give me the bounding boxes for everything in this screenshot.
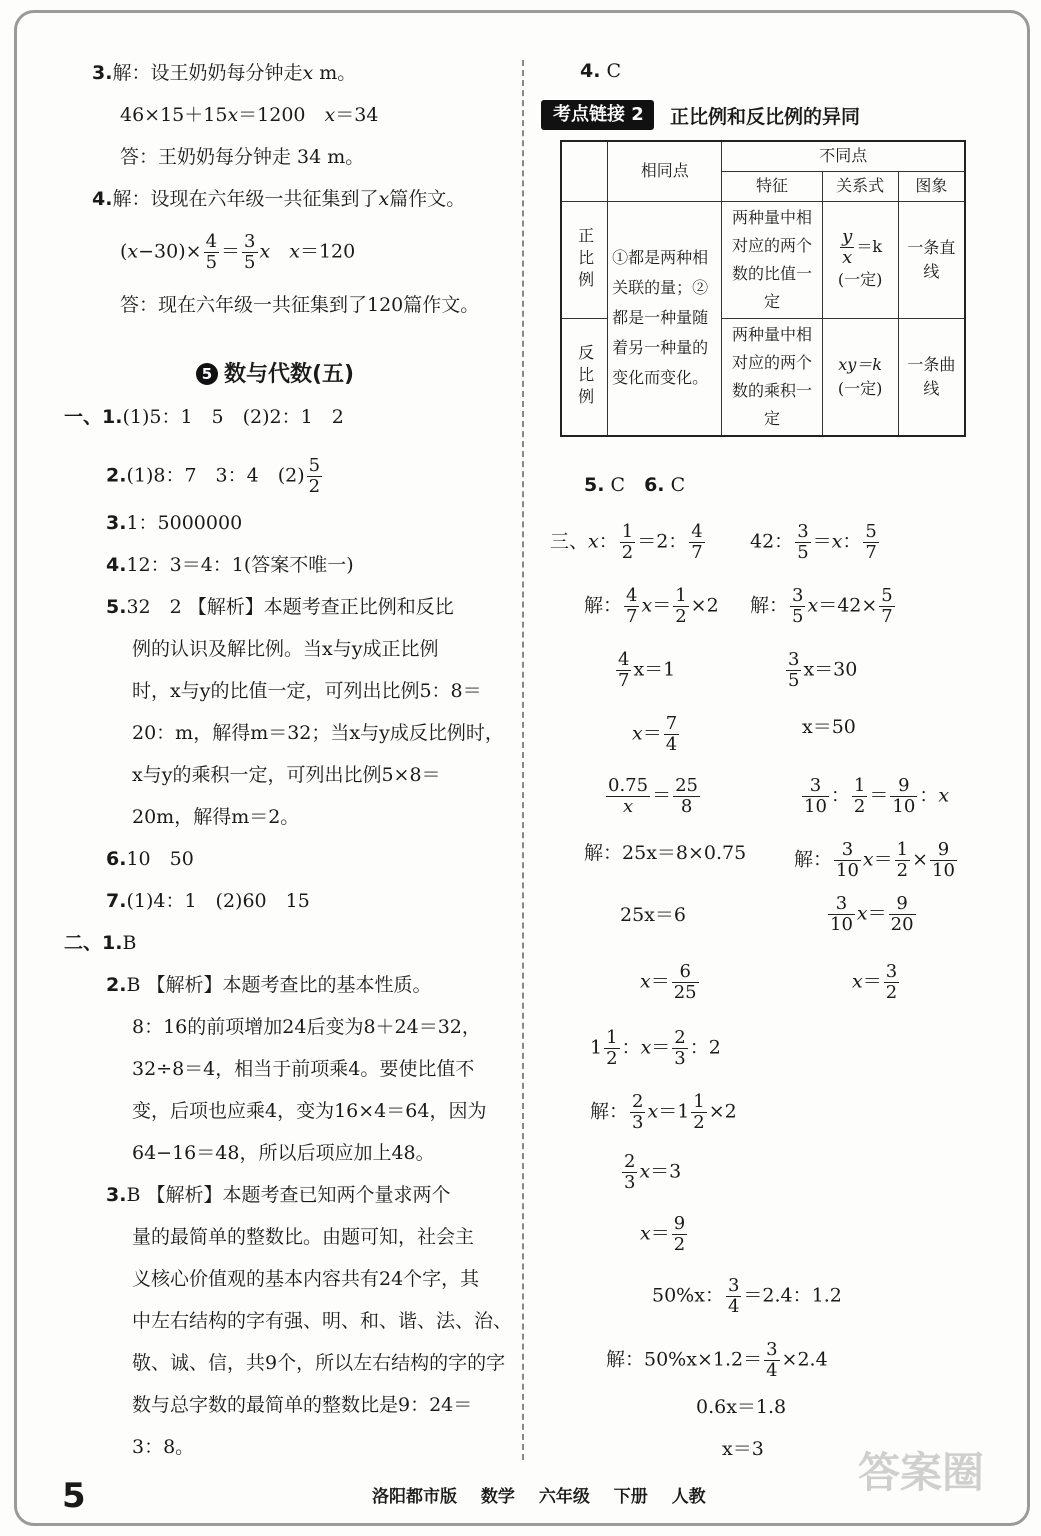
s2-item2-line1: 2.B 【解析】本题考查比的基本性质。: [106, 974, 432, 996]
eq3-solution: x＝ $\frac{6}{25}$: [640, 961, 697, 1003]
s1-item4: 4.12：3＝4：1(答案不唯一): [106, 554, 354, 576]
eq5-step2: $\frac{2}{3}$ x＝3: [624, 1151, 682, 1193]
eq5-step1: 解： $\frac{2}{3}$ x＝1 $\frac{1}{2}$ ×2: [590, 1091, 737, 1133]
s1-item7: 7.(1)4：1 (2)60 15: [106, 890, 310, 912]
s1-item5-line6: 20m，解得m＝2。: [132, 806, 300, 828]
eq4-step2: $\frac{3}{10}$ x＝ $\frac{9}{20}$: [830, 893, 914, 935]
s2-item2-line3: 32÷8＝4，相当于前项乘4。要使比值不: [132, 1058, 475, 1080]
eq4-step1: 解： $\frac{3}{10}$ x＝ $\frac{1}{2}$ × $\frac{9}{10}$: [794, 839, 955, 881]
direct-graph: 一条直线: [898, 201, 965, 318]
comparison-table: [560, 140, 966, 437]
eq3-step2: 25x＝6: [620, 904, 686, 926]
eq2-solution: x＝50: [802, 716, 856, 738]
footer-text: 洛阳都市版 数学 六年级 下册 人教: [372, 1487, 706, 1507]
eq6-step2: 0.6x＝1.8: [696, 1396, 787, 1418]
section-title: 5 数与代数(五): [196, 357, 354, 388]
eq6-step1: 解：50%x×1.2＝ $\frac{3}{4}$ ×2.4: [606, 1339, 828, 1381]
eq1-step2: $\frac{4}{7}$ x＝1: [618, 649, 676, 691]
s1-item5-line5: x与y的乘积一定，可列出比例5×8＝: [132, 764, 441, 786]
s1-item5-line2: 例的认识及解比例。当x与y成正比例: [132, 638, 439, 660]
table-corner: [561, 141, 608, 201]
row-inverse-name: 反比例: [561, 318, 608, 436]
eq3-problem: $\frac{0.75}{x}$ ＝ $\frac{25}{8}$: [608, 775, 698, 817]
r-q4: 4. C: [580, 60, 622, 82]
q4-answer: 答：现在六年级一共征集到了120篇作文。: [120, 294, 480, 316]
s1-item6: 6.10 50: [106, 848, 194, 870]
s1-item5-line3: 时，x与y的比值一定，可列出比例5：8＝: [132, 680, 482, 702]
s1-item2: 2.(1)8：7 3：4 (2) $\frac{5}{2}$: [106, 455, 321, 497]
s2-item2-line5: 64−16＝48，所以后项应加上48。: [132, 1142, 435, 1164]
s1-item3: 3.1：5000000: [106, 512, 243, 534]
r-q5-q6: 5. C 6. C: [584, 474, 686, 496]
eq1-problem: 三、x： $\frac{1}{2}$ ＝2： $\frac{4}{7}$: [550, 521, 703, 563]
q3-answer: 答：王奶奶每分钟走 34 m。: [120, 146, 365, 168]
header-relation: 关系式: [822, 171, 898, 201]
eq2-step1: 解： $\frac{3}{5}$ x＝42× $\frac{5}{7}$: [750, 585, 893, 627]
s2-item3-line6: 数与总字数的最简单的整数比是9：24＝: [132, 1394, 473, 1416]
header-same: 相同点: [608, 141, 722, 201]
inverse-graph: 一条曲线: [898, 318, 965, 436]
section-badge: 5: [196, 363, 218, 385]
header-feature: 特征: [722, 171, 822, 201]
q3-equation: 46×15＋15x＝1200 x＝34: [120, 104, 379, 126]
q4-setup: 4.解：设现在六年级一共征集到了x篇作文。: [92, 188, 466, 210]
s1-item1: 一、1.(1)5：1 5 (2)2：1 2: [64, 406, 344, 428]
s2-item3-line4: 中左右结构的字有强、明、和、谐、法、治、: [132, 1310, 513, 1332]
eq6-solution: x＝3: [722, 1438, 764, 1460]
eq2-step2: $\frac{3}{5}$ x＝30: [788, 649, 858, 691]
eq2-problem: 42： $\frac{3}{5}$ ＝x： $\frac{5}{7}$: [750, 521, 877, 563]
kaodian-title: 正比例和反比例的异同: [670, 106, 861, 128]
eq5-solution: x＝ $\frac{9}{2}$: [640, 1213, 686, 1255]
direct-relation: $\frac{y}{x}$ ＝k (一定): [822, 201, 898, 318]
eq4-solution: x＝ $\frac{3}{2}$: [852, 961, 898, 1003]
eq1-solution: x＝ $\frac{7}{4}$: [632, 713, 678, 755]
s1-item5-line4: 20：m，解得m＝32；当x与y成反比例时，: [132, 722, 504, 744]
direct-feature: 两种量中相对应的两个数的比值一定: [722, 201, 822, 318]
s2-item3-line5: 敬、诚、信，共9个，所以左右结构的字的字: [132, 1352, 506, 1374]
page-number: 5: [62, 1476, 86, 1516]
kaodian-tag: 考点链接 2: [541, 100, 654, 130]
eq4-problem: $\frac{3}{10}$ ： $\frac{1}{2}$ ＝ $\frac{9}{10}$ ：x: [804, 775, 950, 817]
s2-item3-line7: 3：8。: [132, 1436, 195, 1458]
q3-setup: 3.解：设王奶奶每分钟走x m。: [92, 62, 357, 84]
eq6-problem: 50%x： $\frac{3}{4}$ ＝2.4：1.2: [652, 1275, 842, 1317]
s2-item2-line2: 8：16的前项增加24后变为8＋24＝32，: [132, 1016, 481, 1038]
s2-item2-line4: 变，后项也应乘4，变为16×4＝64，因为: [132, 1100, 487, 1122]
s2-item1: 二、1.B: [64, 932, 137, 954]
s2-item3-line3: 义核心价值观的基本内容共有24个字，其: [132, 1268, 480, 1290]
inverse-feature: 两种量中相对应的两个数的乘积一定: [722, 318, 822, 436]
s2-item3-line1: 3.B 【解析】本题考查已知两个量求两个: [106, 1184, 451, 1206]
eq3-step1: 解：25x＝8×0.75: [584, 842, 747, 864]
header-diff: 不同点: [722, 141, 965, 171]
same-cell: ①都是两种相关联的量；②都是一种量随着另一种量的变化而变化。: [608, 201, 722, 436]
watermark-logo: 答案圈: [858, 1448, 985, 1497]
eq5-problem: 1 $\frac{1}{2}$ ：x＝ $\frac{2}{3}$ ：2: [590, 1027, 721, 1069]
row-direct-name: 正比例: [561, 201, 608, 318]
eq1-step1: 解： $\frac{4}{7}$ x＝ $\frac{1}{2}$ ×2: [584, 585, 719, 627]
header-graph: 图象: [898, 171, 965, 201]
q4-equation: (x−30)× $\frac{4}{5}$ ＝ $\frac{3}{5}$ x x＝120: [120, 231, 356, 273]
s2-item3-line2: 量的最简单的整数比。由题可知，社会主: [132, 1226, 475, 1248]
s1-item5-line1: 5.32 2 【解析】本题考查正比例和反比: [106, 596, 454, 618]
inverse-relation: xy＝k (一定): [822, 318, 898, 436]
column-divider: [522, 60, 524, 1460]
